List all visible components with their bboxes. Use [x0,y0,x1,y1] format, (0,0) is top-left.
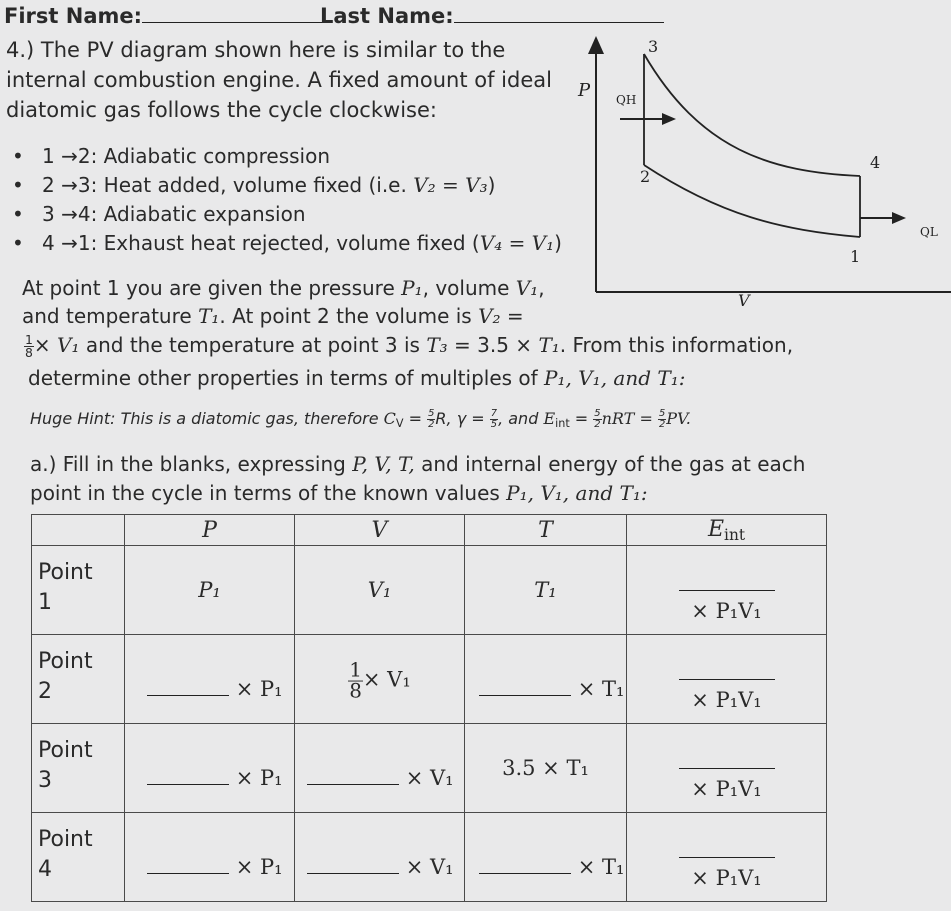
pv-diagram [570,30,951,320]
answer-blank[interactable] [679,663,775,680]
header-e-sub: int [724,525,746,544]
cell-p[interactable] [125,635,295,724]
part-a-line-1 [30,452,805,476]
answer-blank[interactable] [147,694,229,696]
question-line-1: 4.) The PV diagram shown here is similar to the [6,38,506,62]
cell-t[interactable] [465,635,627,724]
cell-eint[interactable] [627,546,827,635]
math-sub: int [555,416,570,430]
math-var: PV. [666,409,691,428]
step-list-item: • 4 →1: Exhaust heat rejected, volume fixed (V₄ = V₁) [12,231,562,255]
cell-value: × P₁ [235,855,283,879]
fraction [490,409,498,430]
last-name-blank[interactable] [454,4,664,23]
first-name-label: First Name: [4,4,143,28]
info-text: and temperature [22,304,199,328]
last-name-field [320,4,664,28]
step-condition: V₂ = V₃ [413,173,488,197]
math-var: T₃ [426,333,448,357]
cell-value: T₁ [534,578,557,602]
cell-value: P₁ [198,578,221,602]
info-text: , volume [422,276,516,300]
first-name-field [4,4,332,28]
answer-blank[interactable] [147,872,229,874]
hint-text: = [403,409,428,428]
step-list-item: • 1 →2: Adiabatic compression [12,144,331,168]
hint-text: , and [498,409,544,428]
row-label-num: 2 [38,679,52,704]
info-text: = [500,304,524,328]
header-blank [32,515,125,546]
cell-value: × P₁V₁ [691,688,762,712]
answer-blank[interactable] [679,752,775,769]
cell-value: 3.5 × T₁ [502,756,589,780]
cell-p[interactable] [125,813,295,902]
table-header-row [32,515,827,546]
point-1-label: 1 [850,247,861,266]
step-tail: ) [554,231,562,255]
cell-p [125,546,295,635]
row-label [32,724,125,813]
header-p: P [125,515,295,546]
frac-den: 2 [658,419,666,430]
cell-value: × V₁ [362,667,411,692]
info-text: determine other properties in terms of multiples of [28,366,545,390]
step-text: Exhaust heat rejected, volume fixed ( [103,231,480,255]
frac-den: 2 [594,419,601,430]
cell-value: × P₁V₁ [691,777,762,801]
frac-num: 7 [490,408,498,420]
point-2-label: 2 [640,167,651,186]
answer-blank[interactable] [307,783,399,785]
properties-table [31,514,827,902]
math-var: V₁ [515,276,539,300]
step-text: Adiabatic compression [103,144,331,168]
info-text: = 3.5 × [447,333,539,357]
question-line-3: diatomic gas follows the cycle clockwise: [6,98,437,122]
math-var: P₁, V₁, and T₁: [506,481,648,505]
cell-p[interactable] [125,724,295,813]
hint-line [30,409,691,430]
answer-blank[interactable] [307,872,399,874]
adiabat-1-2 [644,165,860,237]
row-label [32,813,125,902]
point-3-label: 3 [648,37,659,56]
frac-num: 1 [349,657,362,682]
frac-den: 8 [25,345,33,360]
row-label-num: 4 [38,857,52,882]
info-text: At point 1 you are given the pressure [22,276,402,300]
cell-value: × P₁V₁ [691,599,762,623]
p-axis-arrow-icon [588,36,604,54]
info-text: , [538,276,545,300]
cell-v [295,635,465,724]
frac-num: 5 [594,408,601,420]
math-var: P, V, T, [352,452,415,476]
row-label [32,546,125,635]
table-row [32,813,827,902]
step-tail: ) [487,173,496,197]
last-name-label: Last Name: [320,4,454,28]
answer-blank[interactable] [479,872,571,874]
cell-eint[interactable] [627,813,827,902]
table-row [32,724,827,813]
frac-den: 8 [349,678,362,703]
answer-blank[interactable] [147,783,229,785]
answer-blank[interactable] [679,841,775,858]
math-var: P₁, V₁, and T₁: [544,366,686,390]
hint-text: Huge Hint: This is a diatomic gas, therefore [30,409,384,428]
qh-arrow-icon [662,113,676,125]
answer-blank[interactable] [679,574,775,591]
math-var: T₁ [538,333,560,357]
cell-value: × V₁ [405,855,454,879]
header-e: E [707,516,725,542]
table-row [32,546,827,635]
part-a-text: point in the cycle in terms of the known values [30,481,507,505]
math-var: E [543,409,556,428]
math-var: P₁ [401,276,423,300]
ql-arrow-icon [892,212,906,224]
row-label-num: 1 [38,590,52,615]
info-text: . From this information, [559,333,794,357]
frac-den: 5 [490,419,498,430]
step-arrow: 3 →4: [42,202,98,226]
frac-num: 1 [25,331,33,347]
row-label-text: Point [38,738,93,763]
row-label-text: Point [38,827,93,852]
cell-value: × P₁ [235,766,283,790]
frac-num: 5 [658,408,666,420]
cell-eint[interactable] [627,635,827,724]
fraction [658,409,666,430]
cell-v[interactable] [295,724,465,813]
info-line-4 [28,366,685,390]
cell-value: × V₁ [405,766,454,790]
qh-label: QH [616,93,637,107]
hint-text: R, γ = [435,409,490,428]
info-line-3 [24,333,793,359]
cell-value: × P₁ [235,677,283,701]
hint-text: = [569,409,594,428]
fraction [348,657,363,703]
cell-value: × T₁ [577,855,625,879]
cell-t [465,546,627,635]
step-list-item: • 2 →3: Heat added, volume fixed (i.e. V₂ = V₃) [12,173,496,197]
math-var: nRT = [601,409,658,428]
cell-t[interactable] [465,813,627,902]
part-a-text: a.) Fill in the blanks, expressing [30,452,353,476]
cell-v[interactable] [295,813,465,902]
cell-v [295,546,465,635]
part-a-text: and internal energy of the gas at each [414,452,806,476]
answer-blank[interactable] [479,694,571,696]
frac-den: 2 [428,419,435,430]
part-a-line-2 [30,481,648,505]
ql-label: QL [920,225,938,239]
p-axis-label: P [578,80,591,101]
math-var: T₁ [198,304,220,328]
first-name-blank[interactable] [142,4,332,23]
step-text: Adiabatic expansion [103,202,306,226]
step-arrow: 4 →1: [42,231,98,255]
cell-value: V₁ [367,578,392,602]
info-text: × [33,333,58,357]
row-label-text: Point [38,560,93,585]
cell-value: × T₁ [577,677,625,701]
info-text: and the temperature at point 3 is [79,333,427,357]
cell-value: × P₁V₁ [691,866,762,890]
math-var: V₂ [478,304,501,328]
cell-eint[interactable] [627,724,827,813]
header-v: V [295,515,465,546]
math-var: V₁ [57,333,80,357]
step-arrow: 1 →2: [42,144,98,168]
adiabat-3-4 [644,54,860,176]
frac-num: 5 [428,408,435,420]
header-eint [627,515,827,546]
step-list-item: • 3 →4: Adiabatic expansion [12,202,306,226]
step-text: Heat added, volume fixed (i.e. [103,173,414,197]
math-sub: V [395,416,404,430]
question-line-2: internal combustion engine. A fixed amount of ideal [6,68,552,92]
info-text: . At point 2 the volume is [219,304,479,328]
step-condition: V₄ = V₁ [479,231,555,255]
header-t: T [465,515,627,546]
fraction [24,331,34,360]
step-arrow: 2 →3: [42,173,98,197]
math-var: C [383,409,396,428]
info-line-2 [22,304,524,328]
row-label [32,635,125,724]
row-label-num: 3 [38,768,52,793]
cell-t [465,724,627,813]
v-axis-label: V [738,291,750,310]
table-row [32,635,827,724]
info-line-1 [22,276,545,300]
fraction [593,409,601,430]
row-label-text: Point [38,649,93,674]
point-4-label: 4 [870,153,881,172]
